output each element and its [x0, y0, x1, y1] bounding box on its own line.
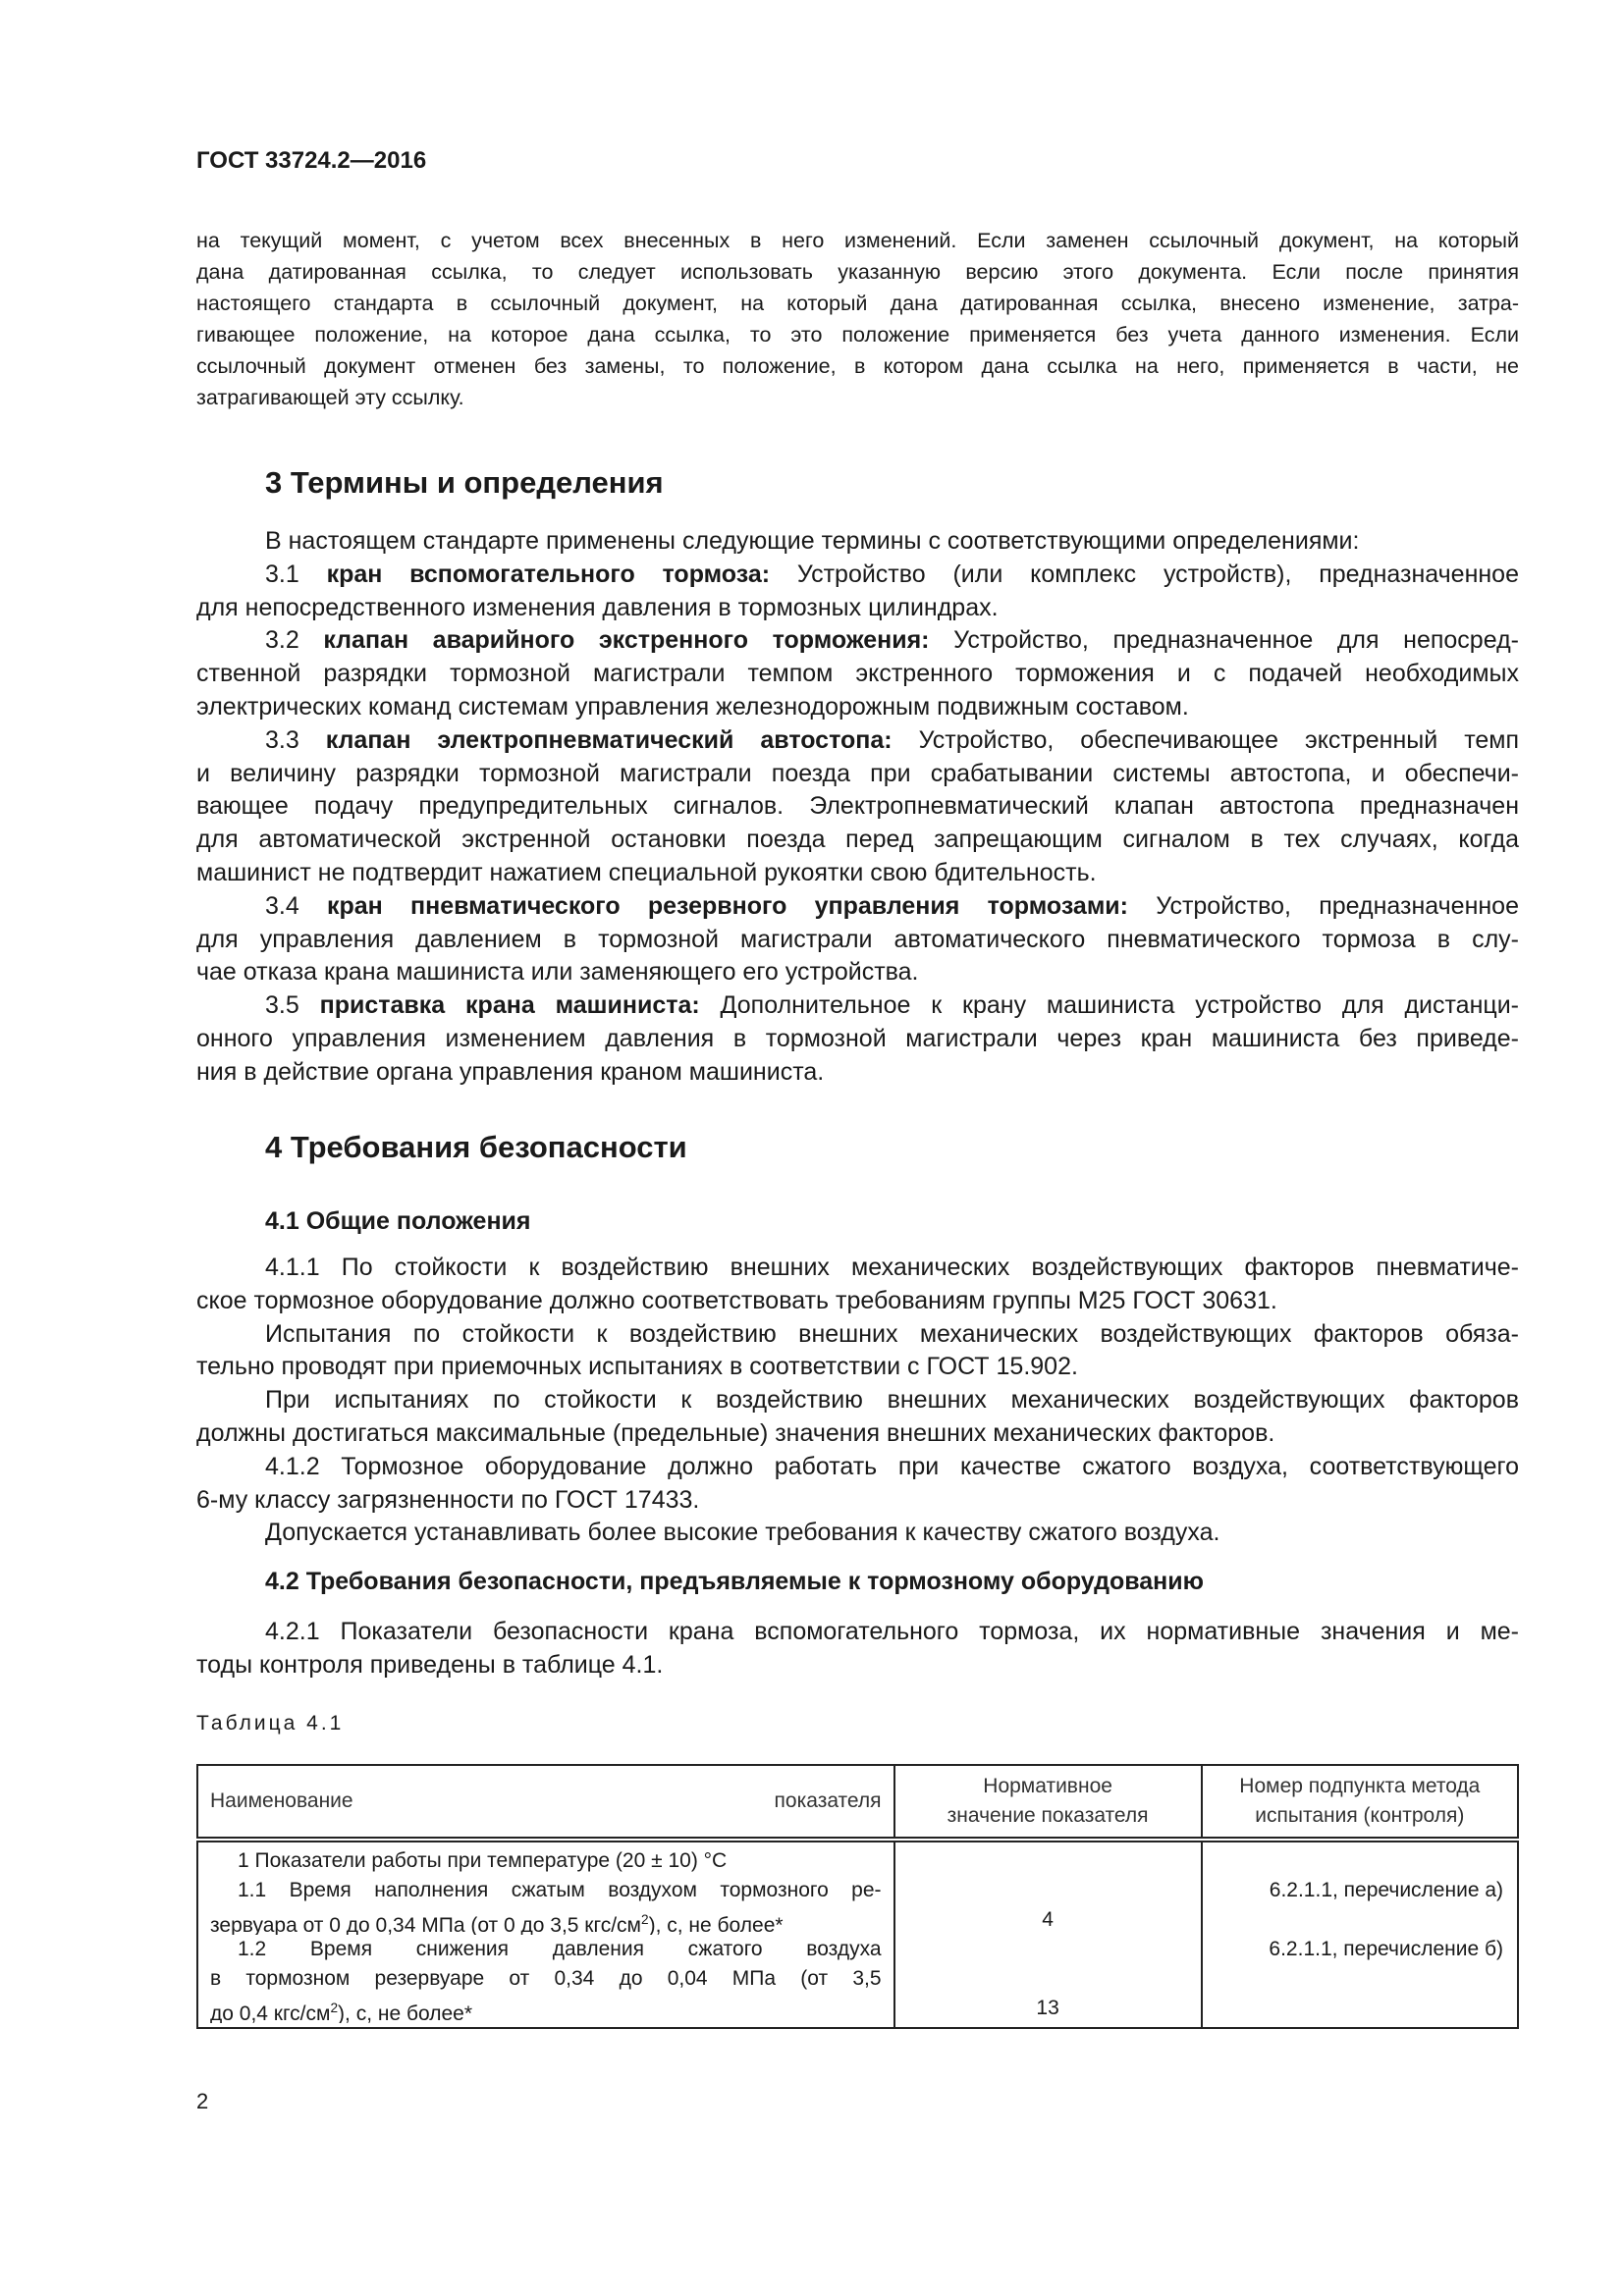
text-run: Устройство (или комплекс устройств), предназначенное — [770, 560, 1519, 588]
test-method-ref — [1203, 1964, 1517, 1994]
text-line — [196, 1384, 1519, 1417]
text-run: 3.5 — [265, 991, 320, 1020]
normative-value — [895, 1935, 1201, 1964]
text-line — [196, 1056, 1519, 1090]
text-run: электрических команд системам управления железнодорожным подвижным составом. — [196, 692, 1189, 721]
text-line — [196, 857, 1519, 890]
text-run: Устройство, обеспечивающее экстренный темп — [892, 725, 1519, 754]
text-line — [196, 989, 1519, 1023]
table-header-row — [197, 1765, 1518, 1840]
test-method-ref — [1203, 1905, 1517, 1935]
text-run: 3.1 — [265, 560, 327, 588]
text-run: Устройство, предназначенное для непосред- — [929, 626, 1519, 655]
subsection-4-2-title: 4.2 Требования безопасности, предъявляемые к тормозному оборудованию — [265, 1568, 1204, 1595]
superscript: 2 — [330, 2001, 339, 2015]
header-test-method: Номер подпункта метода испытания (контроля) — [1202, 1765, 1518, 1840]
text-line — [196, 658, 1519, 691]
text-line — [196, 559, 1519, 592]
text-line — [196, 790, 1519, 824]
indicator-line — [198, 1964, 893, 1994]
term: клапан аварийного экстренного торможения: — [323, 626, 930, 655]
text-run: Дополнительное к крану машиниста устройство для дистанци- — [699, 991, 1519, 1020]
term: клапан электропневматический автостопа: — [325, 725, 893, 754]
table-caption: Таблица 4.1 — [196, 1712, 345, 1735]
text-line — [196, 758, 1519, 791]
text-run: Испытания по стойкости к воздействию внешних механических воздействующих факторов обяза- — [265, 1319, 1519, 1348]
text-run: ), с, не более* — [338, 2002, 473, 2023]
section-4-title: 4 Требования безопасности — [265, 1130, 687, 1164]
text-run: для автоматической экстренной остановки поезда перед запрещающим сигналом в тех случаях, когда — [196, 826, 1519, 854]
text-run: настоящего стандарта в ссылочный документ, на который дана датированная ссылка, внесено изменение, затра- — [196, 292, 1519, 315]
text-line — [196, 1023, 1519, 1056]
text-line — [196, 1484, 1519, 1518]
subsection-4-1-title: 4.1 Общие положения — [265, 1207, 531, 1235]
table-4-1 — [196, 1764, 1519, 2029]
text-run: тоды контроля приведены в таблице 4.1. — [196, 1650, 664, 1679]
table-row — [197, 1840, 1518, 2028]
normative-value — [895, 1846, 1201, 1876]
text-run: чае отказа крана машиниста или заменяющего его устройства. — [196, 958, 919, 987]
normative-value: 13 — [1036, 1997, 1059, 2019]
indicator-line — [198, 1905, 893, 1935]
subsection-4-1-text — [196, 1252, 1519, 1550]
text-run: вающее подачу предупредительных сигналов. Электропневматический клапан автостопа предназначен — [196, 792, 1519, 821]
indicator-cell — [197, 1840, 894, 2028]
subsection-4-2-text — [196, 1616, 1519, 1682]
term: приставка крана машиниста: — [319, 991, 700, 1020]
text-run: онного управления изменением давления в тормозной магистрали через кран машиниста без приведе- — [196, 1024, 1519, 1052]
text-run: 4.2.1 Показатели безопасности крана вспомогательного тормоза, их нормативные значения и ме- — [265, 1618, 1519, 1645]
text-line — [196, 890, 1519, 924]
normative-value — [895, 1876, 1201, 1905]
indicator-line — [198, 1876, 893, 1905]
text-line — [196, 1285, 1519, 1318]
text-run: тельно проводят при приемочных испытаниях в соответствии с ГОСТ 15.902. — [196, 1353, 1078, 1381]
intro-paragraph — [196, 225, 1519, 413]
text-line — [196, 1252, 1519, 1285]
text-line — [196, 924, 1519, 957]
indicator-line — [198, 1846, 893, 1876]
text-line — [196, 382, 1519, 413]
term: кран вспомогательного тормоза: — [326, 560, 771, 588]
normative-value: 4 — [1042, 1908, 1054, 1931]
text-line — [196, 350, 1519, 382]
section-3-title: 3 Термины и определения — [265, 465, 664, 500]
text-run: При испытаниях по стойкости к воздействию внешних механических воздействующих факторов — [265, 1386, 1519, 1415]
superscript: 2 — [640, 1912, 649, 1927]
text-run: Допускается устанавливать более высокие требования к качеству сжатого воздуха. — [265, 1519, 1220, 1547]
test-method-cell — [1202, 1840, 1518, 2028]
test-method-ref: 6.2.1.1, перечисление а) — [1269, 1879, 1503, 1901]
text-run: ния в действие органа управления краном машиниста. — [196, 1057, 825, 1086]
header-indicator-name: Наименование показателя — [197, 1765, 894, 1840]
text-line — [196, 1649, 1519, 1682]
text-line — [196, 256, 1519, 288]
text-line — [196, 525, 1519, 559]
text-run: 6-му классу загрязненности по ГОСТ 17433. — [196, 1485, 700, 1514]
text-run: должны достигаться максимальные (предельные) значения внешних механических факторов. — [196, 1418, 1275, 1447]
document-header: ГОСТ 33724.2—2016 — [196, 147, 427, 174]
text-run: и величину разрядки тормозной магистрали поезда при срабатывании системы автостопа, и обеспечи- — [196, 759, 1519, 787]
text-run: в тормозном резервуаре от 0,34 до 0,04 МПа (от 3,5 — [210, 1967, 882, 1990]
section-3-terms — [196, 525, 1519, 1090]
text-run: до 0,4 кгс/см — [210, 2002, 331, 2023]
text-run: 4.1.2 Тормозное оборудование должно работать при качестве сжатого воздуха, соответствующего — [265, 1452, 1519, 1480]
text-line — [196, 724, 1519, 758]
text-run: 1 Показатели работы при температуре (20 ± 10) °С — [238, 1849, 728, 1872]
text-run: Устройство, предназначенное — [1128, 891, 1519, 920]
text-run: 4.1.1 По стойкости к воздействию внешних механических воздействующих факторов пневматиче- — [265, 1254, 1519, 1281]
text-run: дана датированная ссылка, то следует использовать указанную версию этого документа. Если после принятия — [196, 260, 1519, 284]
text-run: для непосредственного изменения давления в тормозных цилиндрах. — [196, 593, 999, 621]
text-line — [196, 1318, 1519, 1352]
text-run: для управления давлением в тормозной магистрали автоматического пневматического тормоза в слу- — [196, 925, 1519, 953]
text-run: ), с, не более* — [648, 1914, 784, 1935]
text-line — [196, 624, 1519, 658]
text-run: ственной разрядки тормозной магистрали темпом экстренного торможения и с подачей необходимых — [196, 660, 1519, 688]
text-run: затрагивающей эту ссылку. — [196, 386, 464, 409]
text-run: В настоящем стандарте применены следующие термины с соответствующими определениями: — [265, 527, 1360, 555]
text-run: ссылочный документ отменен без замены, то положение, в котором дана ссылка на него, применяется в части, не — [196, 354, 1519, 378]
text-line — [196, 288, 1519, 319]
text-line — [196, 1417, 1519, 1451]
test-method-ref — [1203, 1846, 1517, 1876]
text-run: 1.1 Время наполнения сжатым воздухом тормозного ре- — [238, 1879, 882, 1901]
indicator-line — [198, 1994, 893, 2023]
text-line — [196, 225, 1519, 256]
text-run: гивающее положение, на которое дана ссылка, то это положение применяется без учета данного изменения. Если — [196, 323, 1519, 347]
text-line — [196, 824, 1519, 857]
text-run: ское тормозное оборудование должно соответствовать требованиям группы М25 ГОСТ 30631. — [196, 1286, 1277, 1314]
text-line — [196, 1451, 1519, 1484]
text-line — [196, 1616, 1519, 1649]
test-method-ref: 6.2.1.1, перечисление б) — [1269, 1938, 1503, 1960]
header-normative-value: Нормативное значение показателя — [894, 1765, 1202, 1840]
normative-value — [895, 1964, 1201, 1994]
text-run: 3.3 — [265, 725, 326, 754]
text-run: 3.4 — [265, 891, 327, 920]
normative-value-cell — [894, 1840, 1202, 2028]
test-method-ref — [1203, 1994, 1517, 2023]
text-run: на текущий момент, с учетом всех внесенных в него изменений. Если заменен ссылочный документ, на который — [196, 229, 1519, 252]
term: кран пневматического резервного управления тормозами: — [326, 891, 1129, 920]
text-run: машинист не подтвердит нажатием специальной рукоятки свою бдительность. — [196, 858, 1097, 886]
text-run: 3.2 — [265, 626, 324, 655]
page-number: 2 — [196, 2089, 209, 2113]
text-run: зервуара от 0 до 0,34 МПа (от 0 до 3,5 кгс/см — [210, 1914, 641, 1935]
text-line — [196, 1517, 1519, 1550]
text-run: 1.2 Время снижения давления сжатого воздуха — [238, 1938, 882, 1960]
text-line — [196, 691, 1519, 724]
text-line — [196, 592, 1519, 625]
text-line — [196, 956, 1519, 989]
text-line — [196, 1351, 1519, 1384]
indicator-line — [198, 1935, 893, 1964]
text-line — [196, 319, 1519, 350]
